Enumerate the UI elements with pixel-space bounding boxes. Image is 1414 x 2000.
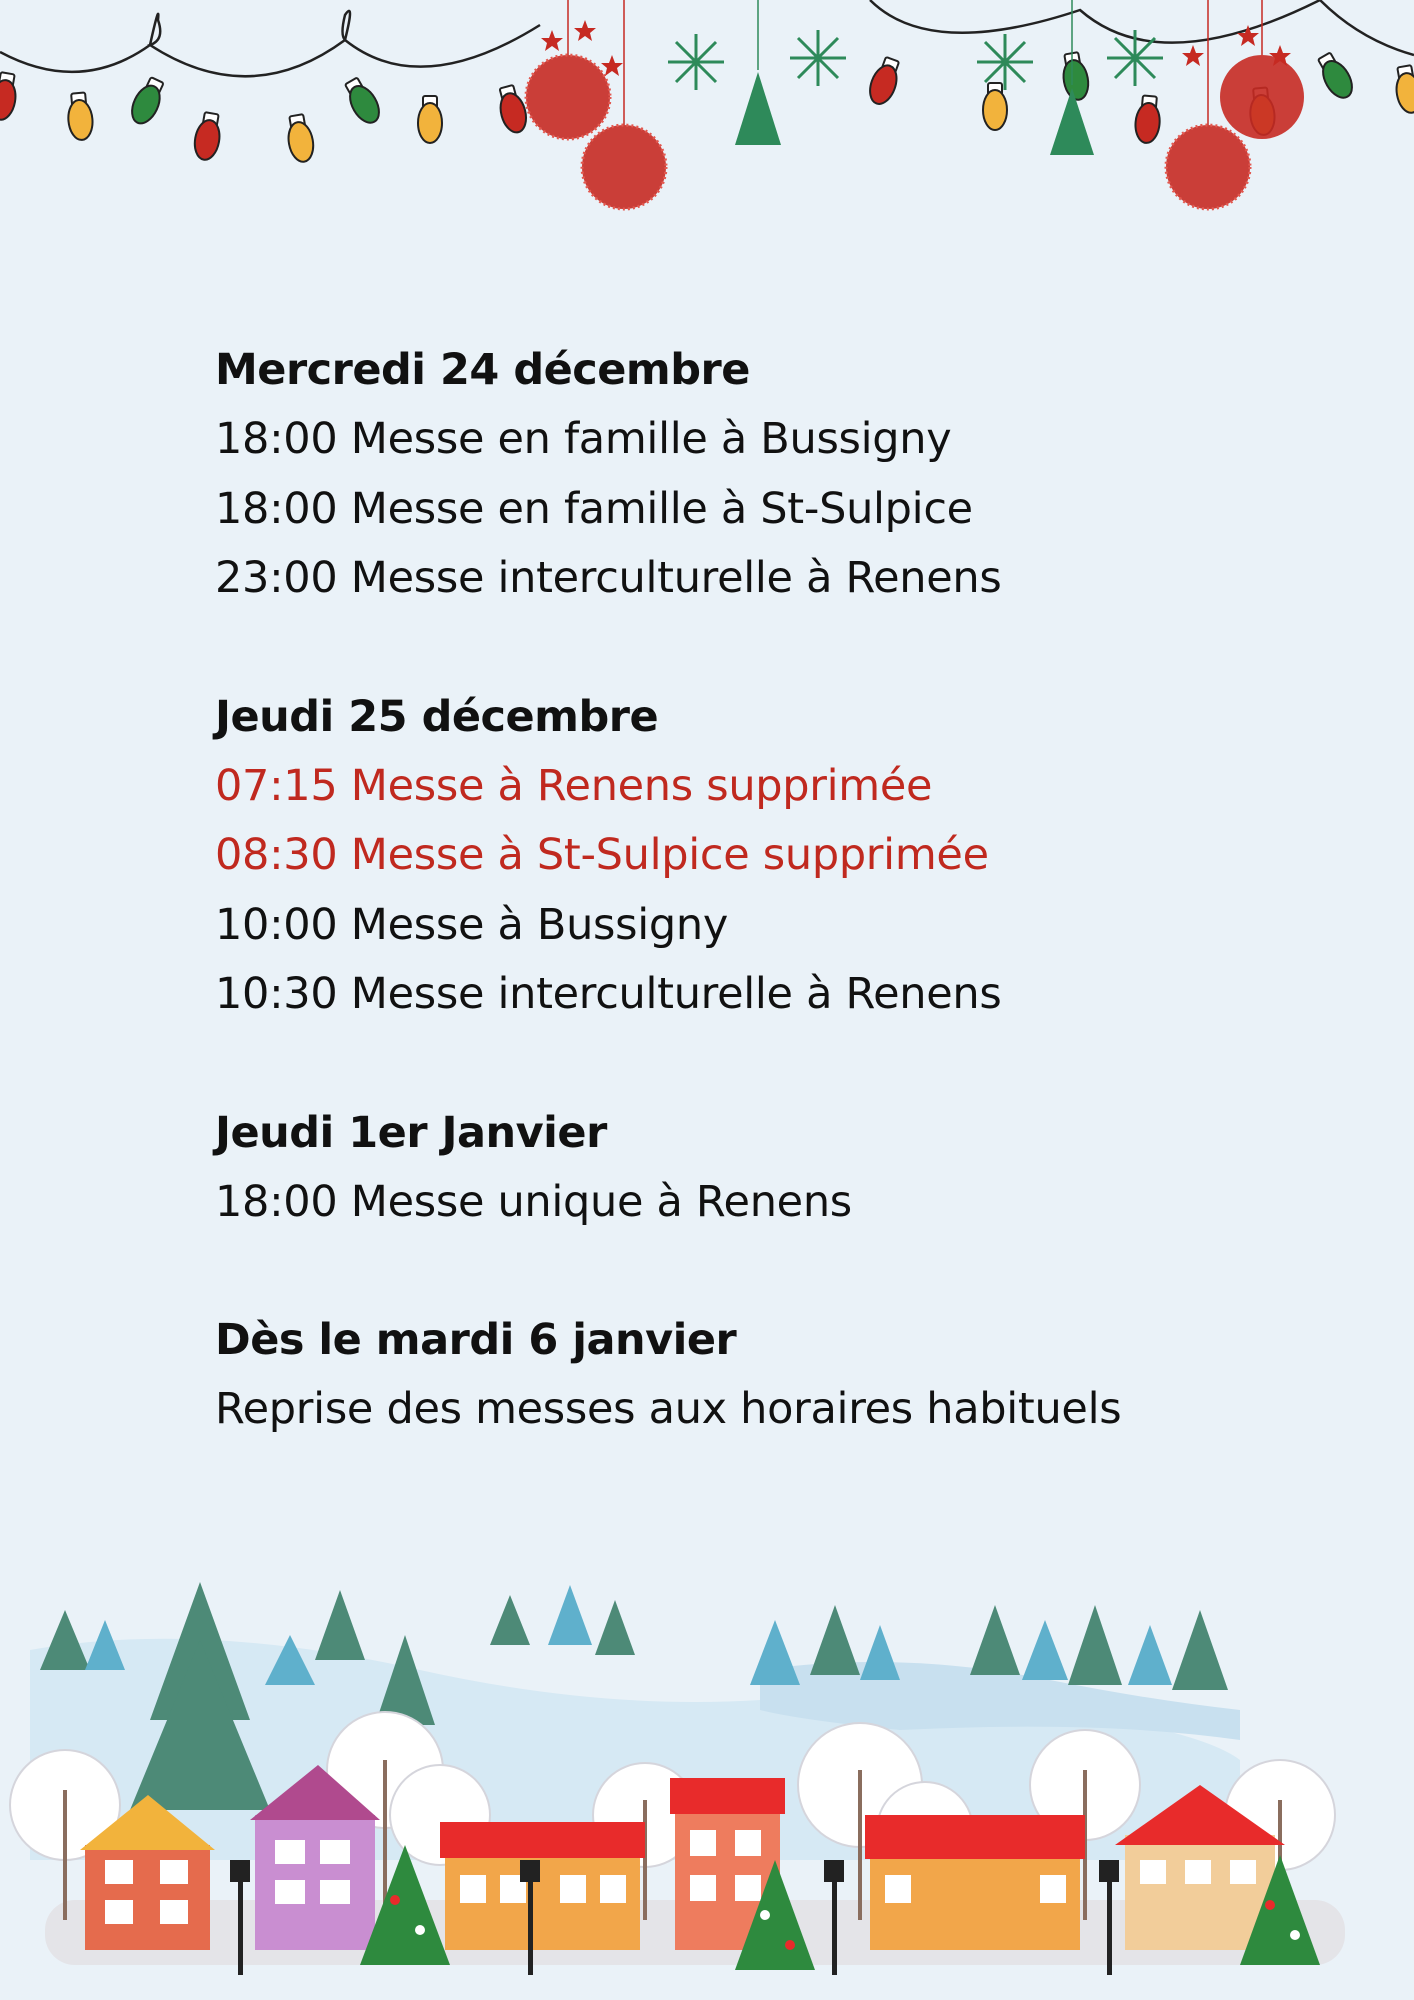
day-block-dec-25: [215, 682, 1315, 1030]
mass-entry: 10:30 Messe interculturelle à Renens: [215, 969, 1002, 1019]
mass-entry: 10:00 Messe à Bussigny: [215, 899, 728, 950]
day-block-jan-6: [215, 1305, 1315, 1445]
cancelled-mass-entry: 07:15 Messe à Renens supprimée: [215, 760, 933, 811]
mass-entry: 23:00 Messe interculturelle à Renens: [215, 553, 1002, 603]
cancelled-mass-entry: 08:30 Messe à St-Sulpice supprimée: [215, 830, 989, 880]
christmas-lights-decoration: [0, 0, 1414, 230]
day-block-dec-24: [215, 335, 1315, 614]
day-title: Dès le mardi 6 janvier: [215, 1315, 737, 1365]
mass-entry: 18:00 Messe en famille à Bussigny: [215, 414, 952, 464]
day-title: Jeudi 25 décembre: [215, 691, 659, 742]
bulb-icon: [0, 71, 530, 163]
day-title: Mercredi 24 décembre: [215, 345, 750, 395]
star-icon: [541, 20, 1291, 76]
day-title: Jeudi 1er Janvier: [215, 1107, 607, 1158]
day-block-jan-1: [215, 1098, 1315, 1238]
mass-entry: 18:00 Messe unique à Renens: [215, 1176, 852, 1227]
mass-entry: Reprise des messes aux horaires habituels: [215, 1384, 1122, 1434]
mass-entry: 18:00 Messe en famille à St-Sulpice: [215, 483, 973, 534]
mass-schedule: [215, 335, 1315, 1513]
tree-ornament-icon: [735, 0, 1094, 155]
ornament-ball-icon: [526, 0, 1304, 209]
winter-village-illustration: [0, 1560, 1414, 2000]
